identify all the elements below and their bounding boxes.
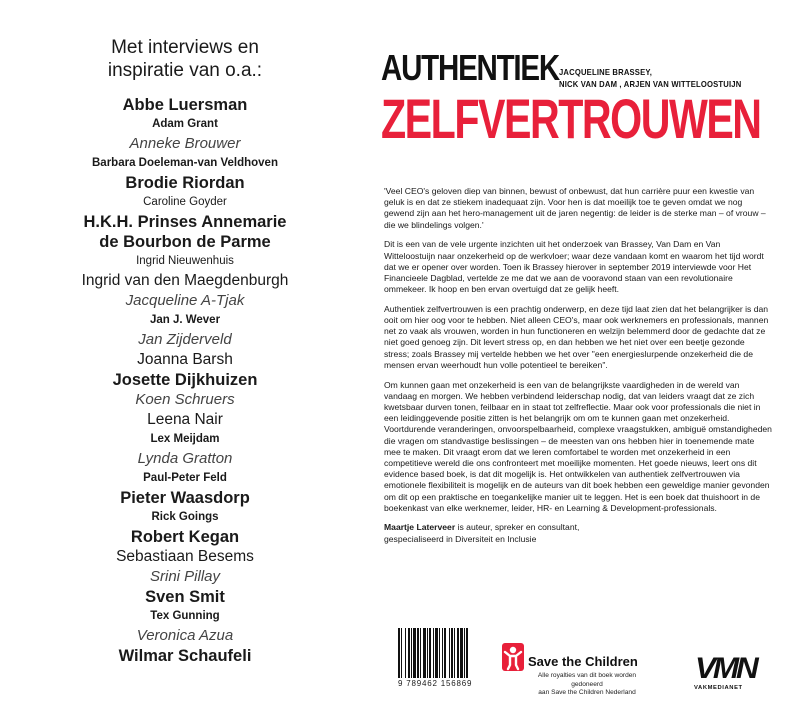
heading-line-1: Met interviews en [111,37,259,58]
interviewee-name: Jan J. Wever [149,314,221,326]
interviewee-list [0,95,370,666]
interviewee-name: Jan Zijderveld [138,331,232,348]
charity-name: Save the Children [528,654,638,669]
charity-note [525,672,649,698]
interviewee-name: H.K.H. Prinses Annemarie [83,213,287,231]
interviewee-name: Tex Gunning [150,610,220,622]
interviewee-name: Paul-Peter Feld [143,472,227,484]
interviewee-name: Jacqueline A-Tjak [125,292,245,309]
interviewee-name: Caroline Goyder [143,196,227,208]
paragraph: Dit is een van de vele urgente inzichten uit het onderzoek van Brassey, Van Dam en Van Witteloostuijn naar onzekerheid op de werkvloer; waar deze vandaan komt en waarom het tijd wordt dat we er opener over worden. Toen ik Brassey hierover in september 2019 interviewde voor Het Financieele Dagblad, vertelde ze me dat we aan de vooravond staan van een revolutionaire ommekeer. Ik hoop en ben ervan overtuigd dat ze gelijk heeft. [384,239,764,295]
interviewee-name: Veronica Azua [136,627,234,644]
publisher-name: VAKMEDIANET [694,685,743,691]
interviewee-name: Sebastiaan Besems [116,548,254,565]
heading-line-2: inspiratie van o.a.: [107,60,263,81]
interviewee-name: Pieter Waasdorp [120,489,250,507]
interviewee-name: Koen Schruers [135,391,235,408]
interviewee-name: Anneke Brouwer [129,135,241,152]
interviewee-name: Lex Meijdam [150,433,220,445]
signature-specialty: gespecialiseerd in Diversiteit en Inclusie [384,533,537,544]
signature [384,522,772,544]
interviewee-name: Lynda Gratton [137,450,233,467]
interviewee-name: Srini Pillay [149,568,221,585]
save-the-children-icon [502,643,524,671]
interviewee-name: Barbara Doeleman-van Veldhoven [92,157,278,169]
interviewee-name: Brodie Riordan [125,174,245,192]
title-line-1: AUTHENTIEK [381,47,559,88]
publisher-logo: VMN [695,652,756,685]
interviewee-name: Adam Grant [152,118,218,130]
paragraph: Om kunnen gaan met onzekerheid is een van de belangrijkste vaardigheden in de wereld van vandaag en morgen. We hebben verbindend leiderschap nodig, dat van leiders vraagt dat ze zich kwetsbaar durven tonen, feilbaar en in staat tot zelfreflectie. Maar ook voor professionals die niet in een leidinggevende positie zitten is het belangrijk om om te kunnen gaan met onzekerheid. Voortdurende veranderingen, onvoorspelbaarheid, complexe vraagstukken, ambiguë omstandigheden die vragen om standvastige beslissingen – de meesten van ons hebben hier in toenemende mate mee te maken. Dit vraagt erom dat we leren comfortabel te worden met onzekerheid in een competitieve wereld die ons confronteert met moeilijke momenten. Het goede nieuws, leert ons dit evidence based boek, is dat dit mogelijk is. Het ontwikkelen van authentiek zelfvertrouwen via emotionele flexibiliteit is mogelijk en de auteurs van dit boek hebben een geweldige manier gevonden om dit op een praktische en toegankelijke manier uit te leggen. Het is een boek dat thuishoort in de boekenkast van elke werknemer, leider, HR- en Learning & Development-professionals. [384,379,772,513]
author-line-1: JACQUELINE BRASSEY, [559,67,653,77]
signature-role: is auteur, spreker en consultant, [455,522,580,533]
interviewee-name: Rick Goings [151,511,219,523]
interviewee-name: Robert Kegan [130,528,240,546]
interviewee-name: Sven Smit [145,588,225,606]
interviewee-name: Joanna Barsh [137,351,233,368]
charity-note-line-1: Alle royalties van dit boek worden gedoneerd [537,672,637,688]
title-line-2: ZELFVERTROUWEN [381,87,761,150]
paragraph: 'Veel CEO's geloven diep van binnen, bewust of onbewust, dat hun carrière puur een kwestie van geluk is en dat ze stiekem inadequaat zijn. Voor hen is dat moeilijk toe te geven omdat we nog gewend zijn aan het hero-management uit de jaren negentig: de leider is de sterke man – of vrouw – die we blindelings volgen.' [384,186,766,230]
interviewee-name: Ingrid van den Maegdenburgh [81,272,289,289]
interviewee-heading [0,36,370,82]
charity-note-line-2: aan Save the Children Nederland [538,689,636,696]
interviewee-name: Josette Dijkhuizen [112,371,258,389]
interviewee-name: Ingrid Nieuwenhuis [136,255,234,267]
back-cover-text [384,186,772,553]
signature-name: Maartje Laterveer [384,522,456,533]
interviewee-name: Abbe Luersman [122,96,248,114]
author-line-2: NICK VAN DAM , ARJEN VAN WITTELOOSTUIJN [559,79,742,89]
paragraph: Authentiek zelfvertrouwen is een prachtig onderwerp, en deze tijd laat zien dat het belangrijker is dan ooit om hier oog voor te hebben. Niet alleen CEO's, maar ook werknemers en professionals, mannen net zo vaak als vrouwen, worden in hun functioneren en welzijn belemmerd door de gedachte dat ze niet goed genoeg zijn. Dit levert stress op, en dan hebben we het niet over een beetje gezonde stress; zoals Brassey mij vertelde hebben we het over "een energieslurpende onzekerheid die de mensen ervan weerhoudt hun volle potentieel te bereiken". [384,303,769,370]
interviewee-name: de Bourbon de Parme [99,233,271,251]
barcode-icon [398,628,484,678]
interviewee-name: Wilmar Schaufeli [118,647,252,665]
isbn-number: 9 789462 156869 [398,679,473,688]
interviewee-name: Leena Nair [147,411,223,428]
interviewee-column [0,0,370,725]
